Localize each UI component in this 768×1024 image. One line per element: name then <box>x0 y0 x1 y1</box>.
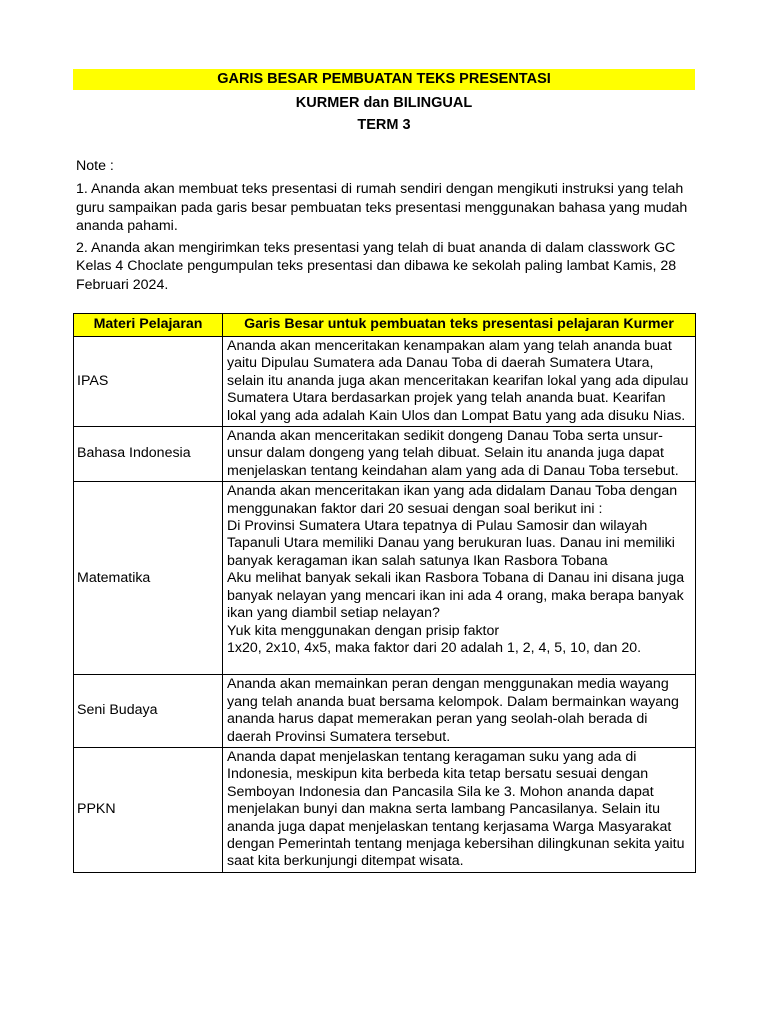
table-header-row <box>74 314 696 337</box>
subject-cell: PPKN <box>74 747 223 872</box>
description-cell <box>223 482 696 675</box>
description-text: Ananda akan menceritakan kenampakan alam yang telah ananda buat yaitu Dipulau Sumatera ada Danau Toba di daerah Sumatera Utara, selain itu ananda juga akan menceritakan kearifan lokal yang ada dipulau Sumatera Utara berdasarkan projek yang telah ananda buat. Kearifan lokal yang ada adalah Kain Ulos dan Lompat Batu yang ada disuku Nias. <box>227 338 689 424</box>
description-text: Aku melihat banyak sekali ikan Rasbora Tobana di Danau ini disana juga banyak nelayan yang mencari ikan ini ada 4 orang, maka berapa banyak ikan yang diambil setiap nelayan? <box>227 570 685 622</box>
subject-cell: Bahasa Indonesia <box>74 427 223 482</box>
note-item-1: 1. Ananda akan membuat teks presentasi di rumah sendiri dengan mengikuti instruksi yang telah guru sampaikan pada garis besar pembuatan teks presentasi menggunakan bahasa yang mudah ananda pahami. <box>76 181 688 234</box>
table-row-bahasa-indonesia <box>74 427 696 482</box>
description-cell <box>223 337 696 427</box>
description-cell <box>223 747 696 872</box>
column-header-subject: Materi Pelajaran <box>74 314 223 337</box>
description-text: Ananda akan menceritakan ikan yang ada didalam Danau Toba dengan menggunakan faktor dari 20 sesuai dengan soal berikut ini : <box>227 483 678 517</box>
table-row-ppkn <box>74 747 696 872</box>
description-text: Ananda dapat menjelaskan tentang keragaman suku yang ada di Indonesia, meskipun kita berbeda kita tetap bersatu sesuai dengan Semboyan Indonesia dan Pancasila Sila ke 3. Mohon ananda dapat menjelakan bunyi dan makna serta lambang Pancasilanya. Selain itu ananda juga dapat menjelaskan tentang kerjasama Warga Masyarakat dengan Pemerintah tentang menjaga kebersihan dilingkunan sekita yaitu saat kita berkunjungi ditempat wisata. <box>227 748 685 870</box>
outline-table <box>73 313 696 873</box>
document-subtitle: KURMER dan BILINGUAL <box>295 95 473 111</box>
note-item-2: 2. Ananda akan mengirimkan teks presentasi yang telah di buat ananda di dalam classwork GC Kelas 4 Choclate pengumpulan teks presentasi dan dibawa ke sekolah paling lambat Kamis, 28 Februari 2024. <box>76 240 677 293</box>
description-text: 1x20, 2x10, 4x5, maka faktor dari 20 adalah 1, 2, 4, 5, 10, dan 20. <box>227 639 642 656</box>
description-text: Ananda akan memainkan peran dengan menggunakan media wayang yang telah ananda buat bersama kelompok. Dalam bermainkan wayang ananda harus dapat memerakan peran yang seolah-olah berada di daerah Provinsi Sumatera tersebut. <box>227 676 679 745</box>
subject-cell: IPAS <box>74 337 223 427</box>
document-term: TERM 3 <box>357 117 411 133</box>
description-text: Di Provinsi Sumatera Utara tepatnya di Pulau Samosir dan wilayah Tapanuli Utara memiliki Danau yang berukuran luas. Danau ini memiliki banyak keragaman ikan salah satunya Ikan Rasbora Tobana <box>227 518 675 569</box>
note-label: Note : <box>76 158 114 174</box>
document-title: GARIS BESAR PEMBUATAN TEKS PRESENTASI <box>217 71 551 87</box>
table-row-seni-budaya <box>74 675 696 748</box>
subject-cell: Matematika <box>74 482 223 675</box>
description-cell <box>223 427 696 482</box>
table-row-ipas <box>74 337 696 427</box>
description-text: Yuk kita menggunakan dengan prisip faktor <box>227 622 500 639</box>
table-row-matematika <box>74 482 696 675</box>
subject-cell: Seni Budaya <box>74 675 223 748</box>
description-text: Ananda akan menceritakan sedikit dongeng Danau Toba serta unsur-unsur dalam dongeng yang telah dibuat. Selain itu ananda juga dapat menjelaskan tentang keindahan alam yang ada di Danau Toba tersebut. <box>227 428 679 479</box>
column-header-outline: Garis Besar untuk pembuatan teks presentasi pelajaran Kurmer <box>223 314 696 337</box>
description-cell <box>223 675 696 748</box>
notes-section <box>76 157 688 298</box>
